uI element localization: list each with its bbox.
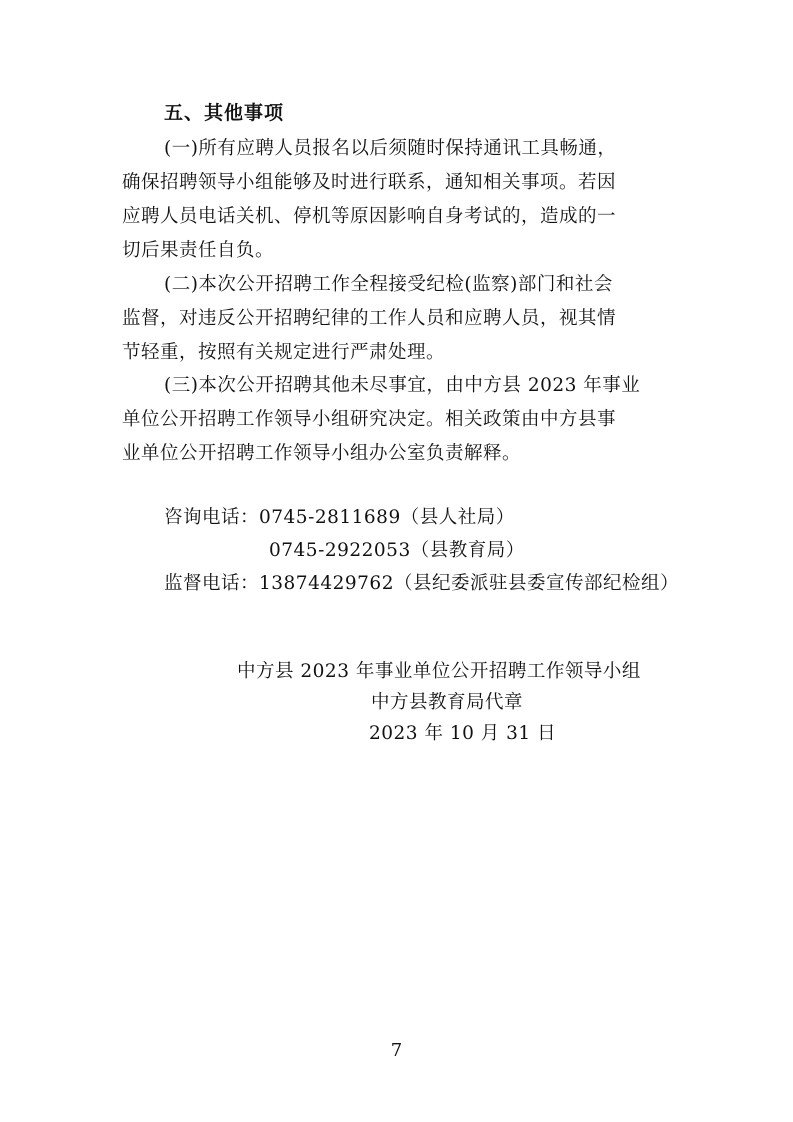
paragraph-line: 监督，对违反公开招聘纪律的工作人员和应聘人员，视其情 [122,308,617,329]
supervise-phone-line: 监督电话：13874429762（县纪委派驻县委宣传部纪检组） [164,573,679,594]
signature-seal: 中方县教育局代章 [371,692,524,713]
signature-org: 中方县 2023 年事业单位公开招聘工作领导小组 [237,661,641,682]
paragraph-line: (二)本次公开招聘工作全程接受纪检(监察)部门和社会 [164,274,613,295]
consult-phone-line-2: 0745-2922053（县教育局） [269,540,525,561]
paragraph-line: (一)所有应聘人员报名以后须随时保持通讯工具畅通， [164,138,617,159]
paragraph-line: (三)本次公开招聘其他未尽事宜，由中方县 2023 年事业 [164,375,641,396]
paragraph-line: 切后果责任自负。 [122,240,275,261]
paragraph-line: 应聘人员电话关机、停机等原因影响自身考试的，造成的一 [122,206,617,227]
paragraph-line: 确保招聘领导小组能够及时进行联系，通知相关事项。若因 [122,172,617,193]
page-number: 7 [390,1040,403,1061]
consult-phone-line-1: 咨询电话：0745-2811689（县人社局） [164,507,515,528]
paragraph-line: 业单位公开招聘工作领导小组办公室负责解释。 [122,443,522,464]
paragraph-line: 节轻重，按照有关规定进行严肃处理。 [122,342,446,363]
paragraph-line: 单位公开招聘工作领导小组研究决定。相关政策由中方县事 [122,409,617,430]
signature-date: 2023 年 10 月 31 日 [369,723,557,744]
paragraph-1 [122,132,682,268]
paragraph-2 [122,268,682,370]
paragraph-3 [122,369,682,471]
section-heading: 五、其他事项 [164,102,285,124]
